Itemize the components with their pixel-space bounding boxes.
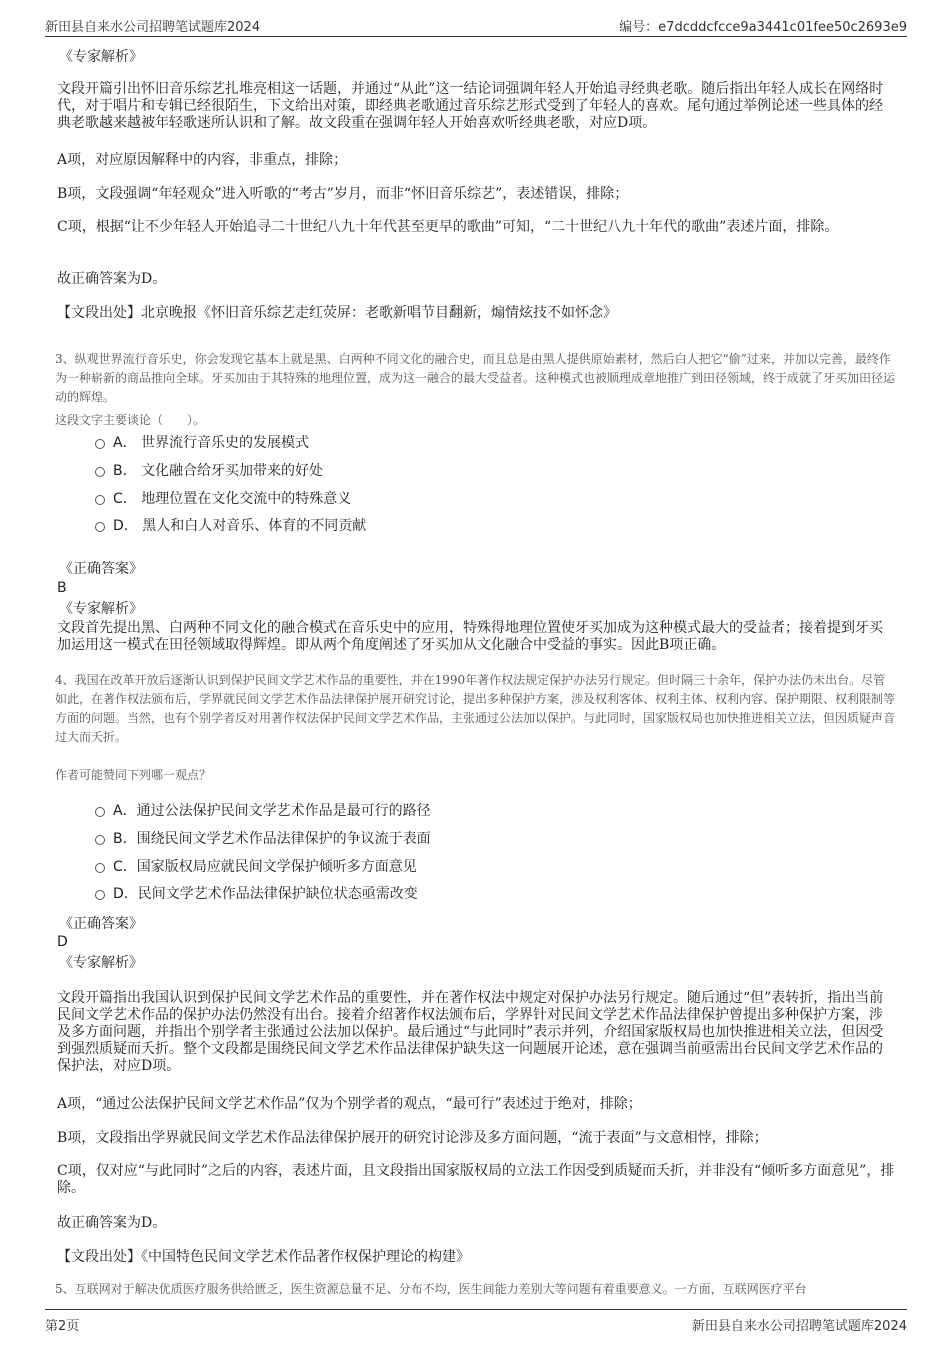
q3-analysis-label: 《专家解析》 <box>59 601 143 617</box>
q3-answer-label: 《正确答案》 <box>59 561 143 577</box>
radio-button-icon[interactable] <box>95 495 105 505</box>
q4-option-c[interactable]: C．国家版权局应就民间文学保护倾听多方面意见 <box>95 856 417 878</box>
q4-option-b-note: B项，文段指出学界就民间文学艺术作品法律保护展开的研究讨论涉及多方面问题，“流于表面”与文意相悖，排除； <box>57 1130 768 1146</box>
page-footer <box>45 1309 907 1334</box>
q3-option-c[interactable]: C． 地理位置在文化交流中的特殊意义 <box>95 488 351 510</box>
q2-option-c-note: C项，根据“让不少年轻人开始追寻二十世纪八九十年代甚至更早的歌曲”可知，“二十世纪八九十年代的歌曲”表述片面，排除。 <box>57 219 839 235</box>
header-title: 新田县自来水公司招聘笔试题库2024 <box>45 20 261 35</box>
footer-title: 新田县自来水公司招聘笔试题库2024 <box>691 1319 907 1334</box>
q3-answer: B <box>57 580 67 596</box>
q5-stem: 5、互联网对于解决优质医疗服务供给匮乏，医生资源总量不足、分布不均，医生间能力差别大等问题有着重要意义。一方面，互联网医疗平台 <box>55 1282 807 1296</box>
q4-answer-label: 《正确答案》 <box>59 916 143 932</box>
q4-question: 作者可能赞同下列哪一观点？ <box>55 768 212 782</box>
q4-stem: 4、我国在改革开放后逐渐认识到保护民间文学艺术作品的重要性，并在1990年著作权法规定保护办法另行规定。但时隔三十余年，保护办法仍未出台。尽管如此，在著作权法颁布后，学界就民间文学艺术作品法律保护展开研究讨论，提出多种保护方案，涉及权利客体、权利主体、权利内容、保护期限、权利限制等方面的问题。当然，也有个别学者反对用著作权法保护民间文学艺术作品，主张通过公法加以保护。与此同时，国家版权局也加快推进相关立法，但因质疑声音过大而夭折。 <box>55 673 896 744</box>
q3-analysis-text: 文段首先提出黑、白两种不同文化的融合模式在音乐史中的应用，特殊得地理位置使牙买加成为这种模式最大的受益者；接着提到牙买加运用这一模式在田径领域取得辉煌。即从两个角度阐述了牙买加从文化融合中受益的事实。因此B项正确。 <box>57 620 883 653</box>
radio-button-icon[interactable] <box>95 522 105 532</box>
q4-option-a[interactable]: A．通过公法保护民间文学艺术作品是最可行的路径 <box>95 800 431 822</box>
q2-source: 【文段出处】北京晚报《怀旧音乐综艺走红荧屏：老歌新唱节目翻新，煽情炫技不如怀念》 <box>57 305 617 321</box>
q4-option-b[interactable]: B．围绕民间文学艺术作品法律保护的争议流于表面 <box>95 828 431 850</box>
radio-button-icon[interactable] <box>95 835 105 845</box>
q4-conclusion: 故正确答案为D。 <box>57 1215 167 1231</box>
radio-button-icon[interactable] <box>95 890 105 900</box>
q3-stem: 3、纵观世界流行音乐史，你会发现它基本上就是黑、白两种不同文化的融合史，而且总是由黑人提供原始素材，然后白人把它“偷”过来，并加以完善，最终作为一种崭新的商品推向全球。牙买加由于其特殊的地理位置，成为这一融合的最大受益者。这种模式也被顺理成章地推广到田径领域，终于成就了牙买加田径运动的辉煌。 <box>55 352 896 404</box>
q3-question: 这段文字主要谈论（ ）。 <box>55 413 206 427</box>
q4-source: 【文段出处】《中国特色民间文学艺术作品著作权保护理论的构建》 <box>57 1249 470 1265</box>
q4-option-d[interactable]: D．民间文学艺术作品法律保护缺位状态亟需改变 <box>95 883 418 905</box>
q4-analysis-label: 《专家解析》 <box>59 955 143 971</box>
q2-conclusion: 故正确答案为D。 <box>57 271 167 287</box>
q2-analysis-label: 《专家解析》 <box>59 49 143 65</box>
q4-option-c-note: C项，仅对应“与此同时”之后的内容，表述片面，且文段指出国家版权局的立法工作因受到质疑而夭折，并非没有“倾听多方面意见”，排除。 <box>57 1163 895 1196</box>
q3-option-a[interactable]: A． 世界流行音乐史的发展模式 <box>95 432 309 454</box>
q2-analysis-text: 文段开篇引出怀旧音乐综艺扎堆亮相这一话题，并通过“从此”这一结论词强调年轻人开始追寻经典老歌。随后指出年轻人成长在网络时代，对于唱片和专辑已经很陌生，下文给出对策，即经典老歌通过音乐综艺形式受到了年轻人的喜欢。尾句通过举例论述一些具体的经典老歌越来越被年轻歌迷所认识和了解。故文段重在强调年轻人开始喜欢听经典老歌，对应D项。 <box>57 81 884 131</box>
radio-button-icon[interactable] <box>95 807 105 817</box>
header-doc-id: 编号：e7dcddcfcce9a3441c01fee50c2693e9 <box>619 20 907 35</box>
page-number: 第2页 <box>45 1319 80 1334</box>
q3-option-d[interactable]: D． 黑人和白人对音乐、体育的不同贡献 <box>95 515 366 537</box>
radio-button-icon[interactable] <box>95 467 105 477</box>
q4-option-a-note: A项，“通过公法保护民间文学艺术作品”仅为个别学者的观点，“最可行”表述过于绝对，排除； <box>57 1096 642 1112</box>
radio-button-icon[interactable] <box>95 439 105 449</box>
q2-option-b-note: B项，文段强调“年轻观众”进入听歌的“考古”岁月，而非“怀旧音乐综艺”，表述错误，排除； <box>57 186 629 202</box>
q3-option-b[interactable]: B． 文化融合给牙买加带来的好处 <box>95 460 323 482</box>
q2-option-a-note: A项，对应原因解释中的内容，非重点，排除； <box>57 152 348 168</box>
page-header <box>45 12 907 37</box>
q4-answer: D <box>57 934 68 950</box>
radio-button-icon[interactable] <box>95 863 105 873</box>
q4-analysis-text: 文段开篇指出我国认识到保护民间文学艺术作品的重要性，并在著作权法中规定对保护办法另行规定。随后通过“但”表转折，指出当前民间文学艺术作品的保护办法仍然没有出台。接着介绍著作权法颁布后，学界针对民间文学艺术作品法律保护曾提出多种保护方案，涉及多方面问题，并指出个别学者主张通过公法加以保护。最后通过“与此同时”表示并列，介绍国家版权局也加快推进相关立法，但因受到强烈质疑而夭折。整个文段都是围绕民间文学艺术作品法律保护缺失这一问题展开论述，意在强调当前亟需出台民间文学艺术作品的保护法，对应D项。 <box>57 990 884 1074</box>
